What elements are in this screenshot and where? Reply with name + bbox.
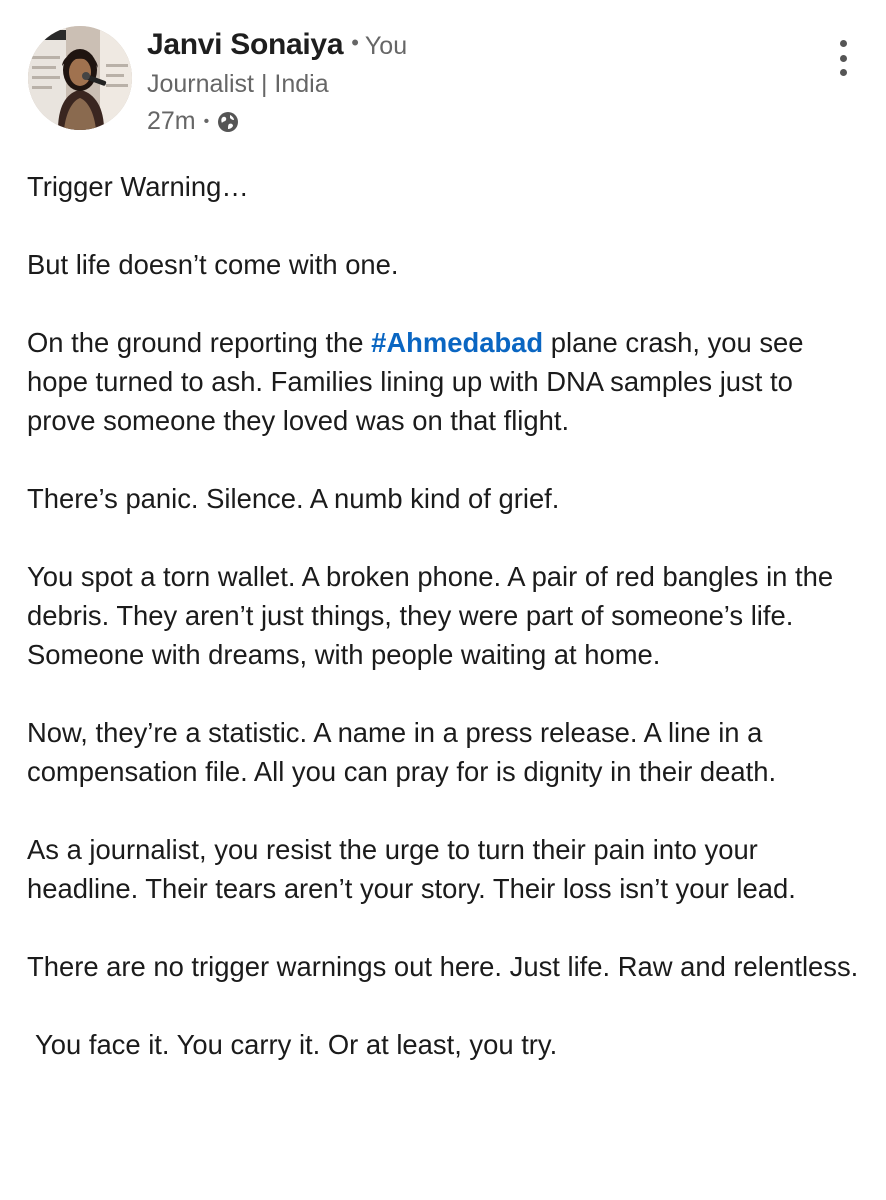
post-paragraph (27, 323, 867, 440)
meta-separator: • (203, 112, 210, 130)
more-dot (840, 69, 847, 76)
post-paragraph: There’s panic. Silence. A numb kind of grief. (27, 483, 560, 514)
avatar[interactable] (28, 26, 132, 130)
paragraph-text: On the ground reporting the (27, 327, 372, 358)
avatar-photo (28, 26, 132, 130)
post-time: 27m (147, 107, 196, 135)
post-paragraph: But life doesn’t come with one. (27, 249, 399, 280)
author-name[interactable]: Janvi Sonaiya (147, 28, 344, 61)
more-options-button[interactable] (828, 40, 858, 76)
name-row (147, 28, 407, 62)
hashtag-link[interactable]: #Ahmedabad (371, 327, 544, 358)
post-paragraph: There are no trigger warnings out here. Just life. Raw and relentless. (27, 951, 859, 982)
post-paragraph: Trigger Warning… (27, 171, 249, 202)
post-body (27, 167, 867, 1064)
more-dot (840, 55, 847, 62)
author-block (147, 28, 407, 136)
post-header (28, 26, 858, 146)
connection-degree: You (364, 32, 408, 60)
post-paragraph: You spot a torn wallet. A broken phone. A pair of red bangles in the debris. They aren’t just things, they were part of someone’s life. Someone with dreams, with people waiting at home. (27, 561, 834, 670)
post-paragraph: As a journalist, you resist the urge to turn their pain into your headline. Their tears aren’t your story. Their loss isn’t your lead. (27, 834, 796, 904)
author-headline: Journalist | India (147, 70, 329, 98)
name-separator: • (351, 30, 359, 55)
post-paragraph: Now, they’re a statistic. A name in a press release. A line in a compensation file. All you can pray for is dignity in their death. (27, 717, 777, 787)
paragraph-text: plane crash, you see hope turned to ash. Families lining up with DNA samples just to prove someone they loved was on that flight. (27, 327, 804, 436)
more-vertical-icon (840, 40, 847, 47)
globe-icon (217, 111, 239, 133)
post-meta (147, 107, 407, 136)
post-paragraph: You face it. You carry it. Or at least, you try. (35, 1029, 558, 1060)
